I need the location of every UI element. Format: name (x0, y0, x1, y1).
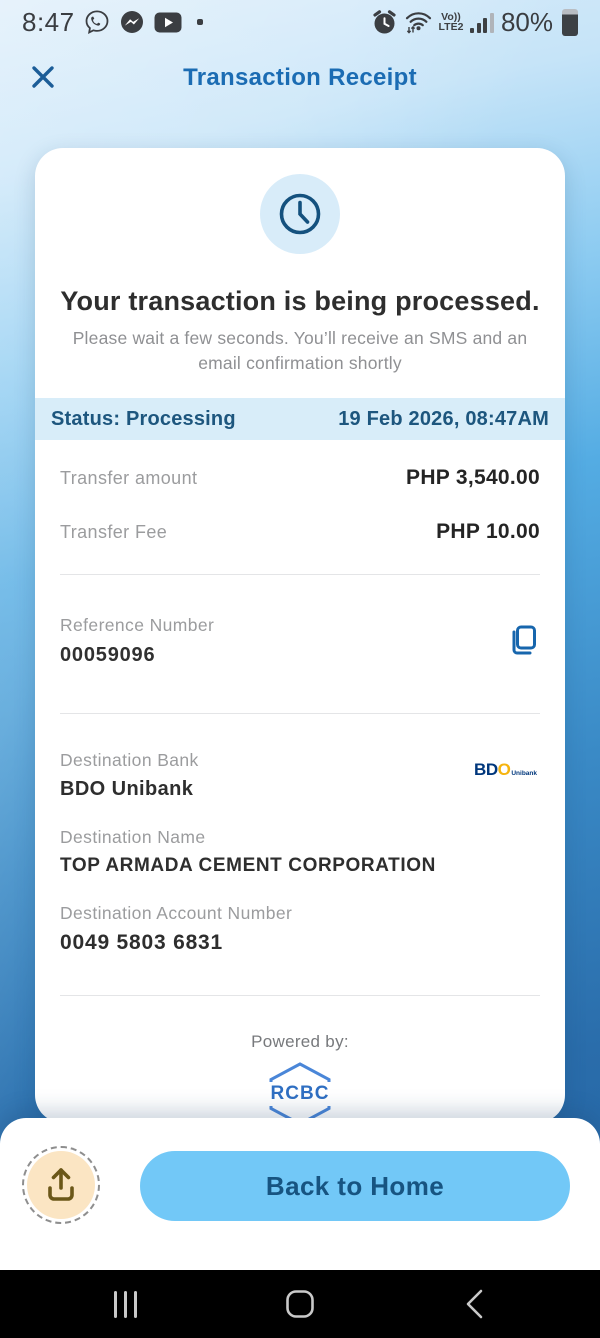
back-icon[interactable] (455, 1284, 495, 1324)
destination-name-label: Destination Name (60, 827, 206, 847)
signal-bars-icon (470, 12, 494, 33)
destination-name-value: TOP ARMADA CEMENT CORPORATION (60, 855, 436, 876)
status-bar-right (371, 7, 578, 38)
share-upload-icon (43, 1166, 79, 1204)
volte-line2: LTE2 (438, 21, 464, 33)
reference-label: Reference Number (60, 615, 215, 635)
processing-heading: Your transaction is being processed. (60, 286, 540, 316)
status-label: Status: Processing (51, 407, 236, 430)
transfer-amount-value: PHP 3,540.00 (406, 466, 540, 489)
rcbc-logo-text: RCBC (270, 1083, 330, 1104)
destination-account-label: Destination Account Number (60, 903, 293, 923)
copy-icon (504, 622, 540, 660)
bdo-logo-o: O (497, 760, 511, 779)
volte-line1: Vo)) (441, 10, 461, 23)
transfer-fee-value: PHP 10.00 (436, 520, 540, 543)
amount-rows (35, 440, 565, 544)
back-to-home-button[interactable] (140, 1151, 570, 1221)
transfer-fee-row (60, 520, 540, 544)
back-to-home-label: Back to Home (265, 1170, 445, 1201)
receipt-card (35, 148, 565, 1123)
transfer-fee-label: Transfer Fee (60, 521, 168, 542)
destination-bank-label: Destination Bank (60, 750, 199, 770)
transfer-amount-row (60, 466, 540, 490)
destination-name-item (60, 827, 540, 877)
destination-bank-value: BDO Unibank (60, 778, 194, 800)
messenger-icon (119, 9, 145, 35)
processing-subtext: Please wait a few seconds. You’ll receive an SMS and an email confirmation shortly (72, 328, 528, 373)
status-bar (0, 0, 600, 44)
reference-value: 00059096 (60, 644, 156, 666)
status-bar-left (22, 7, 203, 38)
share-receipt-button[interactable] (27, 1151, 95, 1219)
destination-account-item (60, 903, 540, 955)
bdo-logo-sub: Unibank (511, 770, 537, 777)
clock-time: 8:47 (22, 6, 75, 37)
processing-clock-badge (260, 174, 340, 254)
destination-block (35, 714, 565, 983)
app-header (0, 56, 600, 100)
wifi-icon (405, 10, 432, 34)
transaction-datetime: 19 Feb 2026, 08:47AM (338, 407, 549, 430)
clock-icon (277, 191, 323, 237)
battery-percent: 80% (500, 6, 553, 37)
alarm-icon (371, 9, 398, 36)
reference-block (35, 575, 565, 701)
rcbc-logo (266, 1062, 334, 1123)
android-nav-bar (0, 1270, 600, 1338)
destination-bank-item (60, 750, 540, 801)
page-title: Transaction Receipt (183, 64, 417, 91)
powered-by-label: Powered by: (251, 1032, 349, 1051)
destination-account-value: 0049 5803 6831 (60, 931, 224, 954)
bdo-bank-logo (474, 760, 537, 780)
status-strip (35, 398, 565, 440)
battery-icon (562, 9, 578, 36)
recents-icon[interactable] (105, 1284, 145, 1324)
viber-icon (84, 9, 110, 35)
divider (60, 995, 540, 996)
more-notifications-dot (197, 19, 203, 25)
bdo-logo-bd: BD (474, 760, 498, 779)
home-icon[interactable] (280, 1284, 320, 1324)
transfer-amount-label: Transfer amount (60, 467, 198, 488)
bottom-action-sheet (0, 1118, 600, 1270)
youtube-icon (154, 12, 182, 33)
copy-reference-button[interactable] (503, 621, 541, 661)
volte-indicator (439, 12, 464, 33)
